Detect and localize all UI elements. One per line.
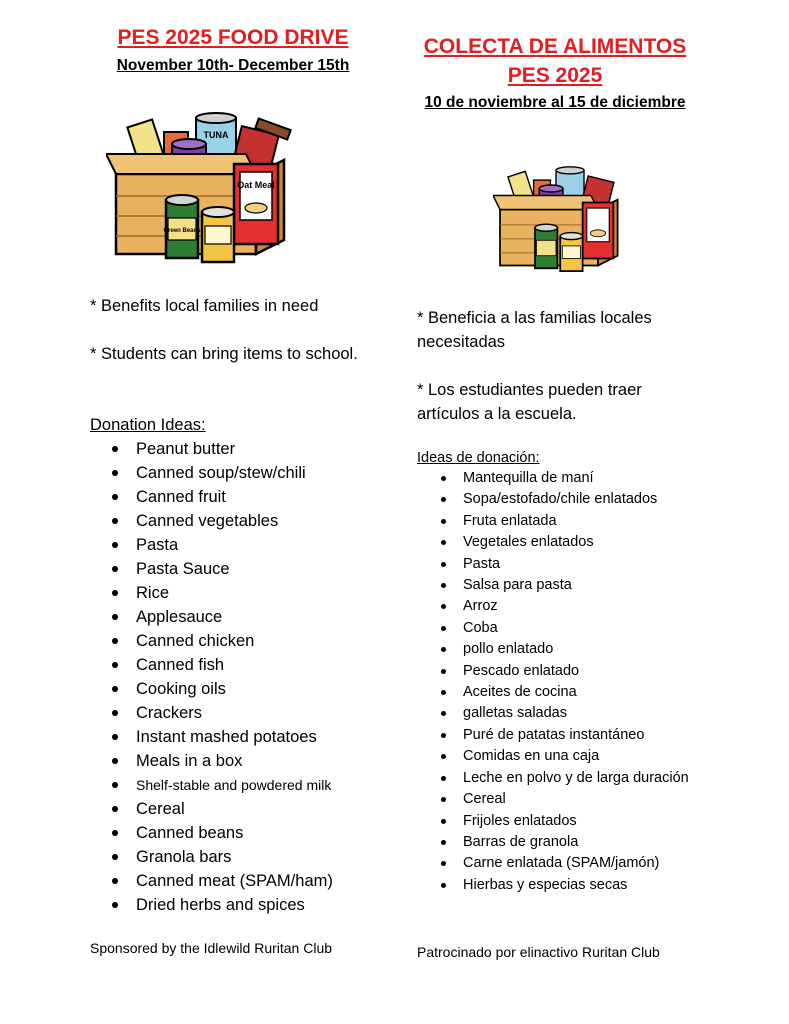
list-item: pollo enlatado <box>463 639 723 660</box>
english-title: PES 2025 FOOD DRIVE <box>117 26 349 49</box>
spanish-benefit-2: * Los estudiantes pueden traer artículos a la escuela. <box>417 381 642 423</box>
list-item: Cooking oils <box>136 677 416 701</box>
list-item: Pasta Sauce <box>136 557 416 581</box>
bullet-icon <box>112 806 118 812</box>
list-item: Barras de granola <box>463 832 723 853</box>
list-item: Pasta <box>136 533 416 557</box>
english-donation-list <box>136 437 416 917</box>
bullet-icon <box>112 902 118 908</box>
list-item: Carne enlatada (SPAM/jamón) <box>463 853 723 874</box>
bullet-icon <box>441 711 446 716</box>
spanish-donation-list <box>463 468 723 896</box>
list-item: Shelf-stable and powdered milk <box>136 773 416 797</box>
bullet-icon <box>112 614 118 620</box>
english-benefit-1: * Benefits local families in need <box>90 297 319 315</box>
list-item: Salsa para pasta <box>463 575 723 596</box>
english-sponsor: Sponsored by the Idlewild Ruritan Club <box>90 940 333 956</box>
list-item: Leche en polvo y de larga duración <box>463 768 723 789</box>
bullet-icon <box>112 542 118 548</box>
list-item: Meals in a box <box>136 749 416 773</box>
bullet-icon <box>441 669 446 674</box>
spanish-sponsor: Patrocinado por elinactivo Ruritan Club <box>417 944 660 960</box>
bullet-icon <box>441 604 446 609</box>
bullet-icon <box>441 861 446 866</box>
bullet-icon <box>441 797 446 802</box>
bullet-icon <box>441 497 446 502</box>
food-box-illustration-icon <box>106 104 306 274</box>
list-item: Puré de patatas instantáneo <box>463 725 723 746</box>
bullet-icon <box>112 854 118 860</box>
bullet-icon <box>112 758 118 764</box>
bullet-icon <box>112 830 118 836</box>
list-item: Peanut butter <box>136 437 416 461</box>
list-item: galletas saladas <box>463 703 723 724</box>
list-item: Pasta <box>463 554 723 575</box>
english-donation-heading: Donation Ideas: <box>90 416 206 434</box>
bullet-icon <box>112 566 118 572</box>
list-item: Comidas en una caja <box>463 746 723 767</box>
list-item: Canned soup/stew/chili <box>136 461 416 485</box>
list-item: Instant mashed potatoes <box>136 725 416 749</box>
list-item: Sopa/estofado/chile enlatados <box>463 489 723 510</box>
bullet-icon <box>441 519 446 524</box>
english-dates: November 10th- December 15th <box>116 57 350 74</box>
food-box-illustration-icon <box>493 160 633 280</box>
spanish-benefits <box>417 306 707 426</box>
bullet-icon <box>112 470 118 476</box>
bullet-icon <box>112 686 118 692</box>
list-item: Dried herbs and spices <box>136 893 416 917</box>
list-item: Frijoles enlatados <box>463 811 723 832</box>
english-benefits <box>90 294 370 366</box>
bullet-icon <box>112 446 118 452</box>
spanish-donation-heading: Ideas de donación: <box>417 450 540 466</box>
bullet-icon <box>441 840 446 845</box>
list-item: Arroz <box>463 596 723 617</box>
bullet-icon <box>441 776 446 781</box>
list-item: Rice <box>136 581 416 605</box>
spanish-dates: 10 de noviembre al 15 de diciembre <box>424 94 686 111</box>
list-item: Canned vegetables <box>136 509 416 533</box>
list-item: Hierbas y especias secas <box>463 875 723 896</box>
tuna-label: TUNA <box>203 130 229 140</box>
bullet-icon <box>441 733 446 738</box>
bullet-icon <box>441 690 446 695</box>
bullet-icon <box>112 734 118 740</box>
bullet-icon <box>441 819 446 824</box>
list-item: Canned meat (SPAM/ham) <box>136 869 416 893</box>
bullet-icon <box>441 647 446 652</box>
list-item: Granola bars <box>136 845 416 869</box>
bullet-icon <box>112 494 118 500</box>
list-item: Canned fish <box>136 653 416 677</box>
list-item: Coba <box>463 618 723 639</box>
list-item: Cereal <box>463 789 723 810</box>
list-item: Canned fruit <box>136 485 416 509</box>
spanish-title: COLECTA DE ALIMENTOS PES 2025 <box>423 35 687 87</box>
bullet-icon <box>441 476 446 481</box>
bullet-icon <box>112 518 118 524</box>
list-item: Fruta enlatada <box>463 511 723 532</box>
english-benefit-2: * Students can bring items to school. <box>90 345 358 363</box>
oatmeal-label: Oat Meal <box>237 180 275 190</box>
list-item: Mantequilla de maní <box>463 468 723 489</box>
bullet-icon <box>441 626 446 631</box>
list-item: Crackers <box>136 701 416 725</box>
bullet-icon <box>441 583 446 588</box>
spanish-benefit-1: * Beneficia a las familias locales necesitadas <box>417 309 652 351</box>
list-item: Pescado enlatado <box>463 661 723 682</box>
bullet-icon <box>112 710 118 716</box>
bullet-icon <box>441 883 446 888</box>
list-item: Aceites de cocina <box>463 682 723 703</box>
bullet-icon <box>112 782 118 788</box>
list-item: Vegetales enlatados <box>463 532 723 553</box>
beans-label: Green Beans <box>163 228 201 234</box>
bullet-icon <box>112 590 118 596</box>
list-item: Canned beans <box>136 821 416 845</box>
bullet-icon <box>441 754 446 759</box>
bullet-icon <box>441 562 446 567</box>
list-item: Applesauce <box>136 605 416 629</box>
bullet-icon <box>112 662 118 668</box>
bullet-icon <box>112 638 118 644</box>
list-item: Canned chicken <box>136 629 416 653</box>
list-item: Cereal <box>136 797 416 821</box>
bullet-icon <box>112 878 118 884</box>
bullet-icon <box>441 540 446 545</box>
